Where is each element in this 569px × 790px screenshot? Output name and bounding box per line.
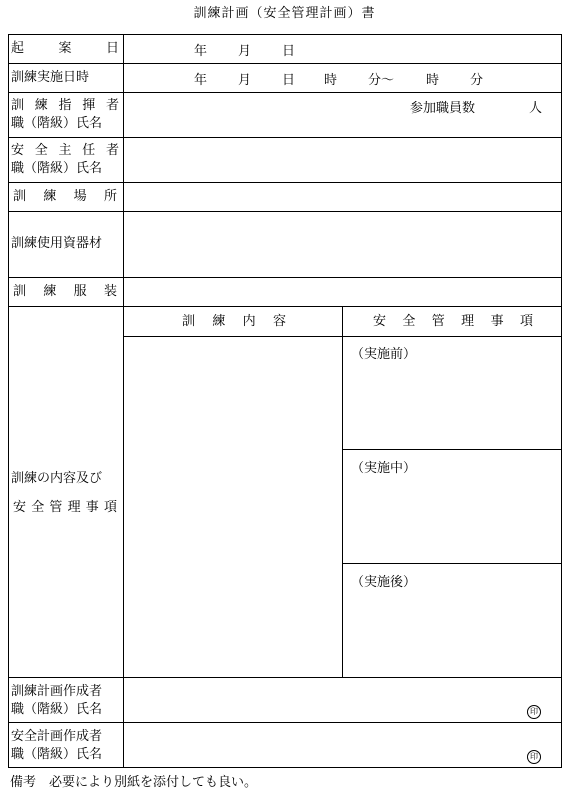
shiki-label-line1: 訓 練 指 揮 者 — [11, 98, 119, 113]
document-title: 訓練計画（安全管理計画）書 — [193, 6, 376, 21]
kian-day-unit: 日 — [282, 44, 296, 59]
fukuso-label: 訓 練 服 装 — [13, 284, 117, 299]
safety-during-label: （実施中） — [351, 461, 417, 476]
jisshi-hour-to-unit: 時 — [426, 73, 440, 88]
jisshi-hour-unit: 時 — [324, 73, 338, 88]
anzen-shunin-label-line1: 安 全 主 任 者 — [11, 143, 119, 158]
kian-month-unit: 月 — [238, 44, 252, 59]
jisshi-year-unit: 年 — [194, 73, 208, 88]
safety-header: 安 全 管 理 事 項 — [373, 314, 533, 329]
training-content-area[interactable] — [124, 337, 342, 677]
kian-date-label: 起 案 日 — [11, 41, 119, 56]
basho-label: 訓 練 場 所 — [13, 189, 117, 204]
content-header: 訓 練 内 容 — [182, 314, 286, 329]
kian-year-unit: 年 — [194, 44, 208, 59]
anzen-seal-icon: 印 — [527, 750, 541, 764]
anzen-shunin-label-line2: 職（階級）氏名 — [11, 161, 103, 176]
jisshi-month-unit: 月 — [238, 73, 252, 88]
keikaku-sakusei-label-line1: 訓練計画作成者 — [11, 684, 103, 699]
jisshi-minute-to-unit: 分 — [470, 73, 484, 88]
participants-label: 参加職員数 — [410, 101, 476, 116]
safety-before-label: （実施前） — [351, 347, 417, 362]
anzen-sakusei-label-line1: 安全計画作成者 — [11, 729, 103, 744]
keikaku-seal-icon: 印 — [527, 705, 541, 719]
shiki-label-line2: 職（階級）氏名 — [11, 116, 103, 131]
anzen-sakusei-label-line2: 職（階級）氏名 — [11, 747, 103, 762]
participants-unit: 人 — [529, 101, 543, 116]
jisshi-minute-from-unit: 分～ — [368, 73, 395, 88]
naiyo-label-line1: 訓練の内容及び — [11, 471, 103, 486]
naiyo-label-line2: 安 全 管 理 事 項 — [13, 500, 117, 515]
safety-after-label: （実施後） — [351, 575, 417, 590]
jisshi-datetime-label: 訓練実施日時 — [11, 70, 90, 85]
shizai-label: 訓練使用資器材 — [11, 236, 103, 251]
keikaku-sakusei-label-line2: 職（階級）氏名 — [11, 702, 103, 717]
remarks-note: 備考 必要により別紙を添付しても良い。 — [10, 775, 258, 790]
jisshi-day-unit: 日 — [282, 73, 296, 88]
